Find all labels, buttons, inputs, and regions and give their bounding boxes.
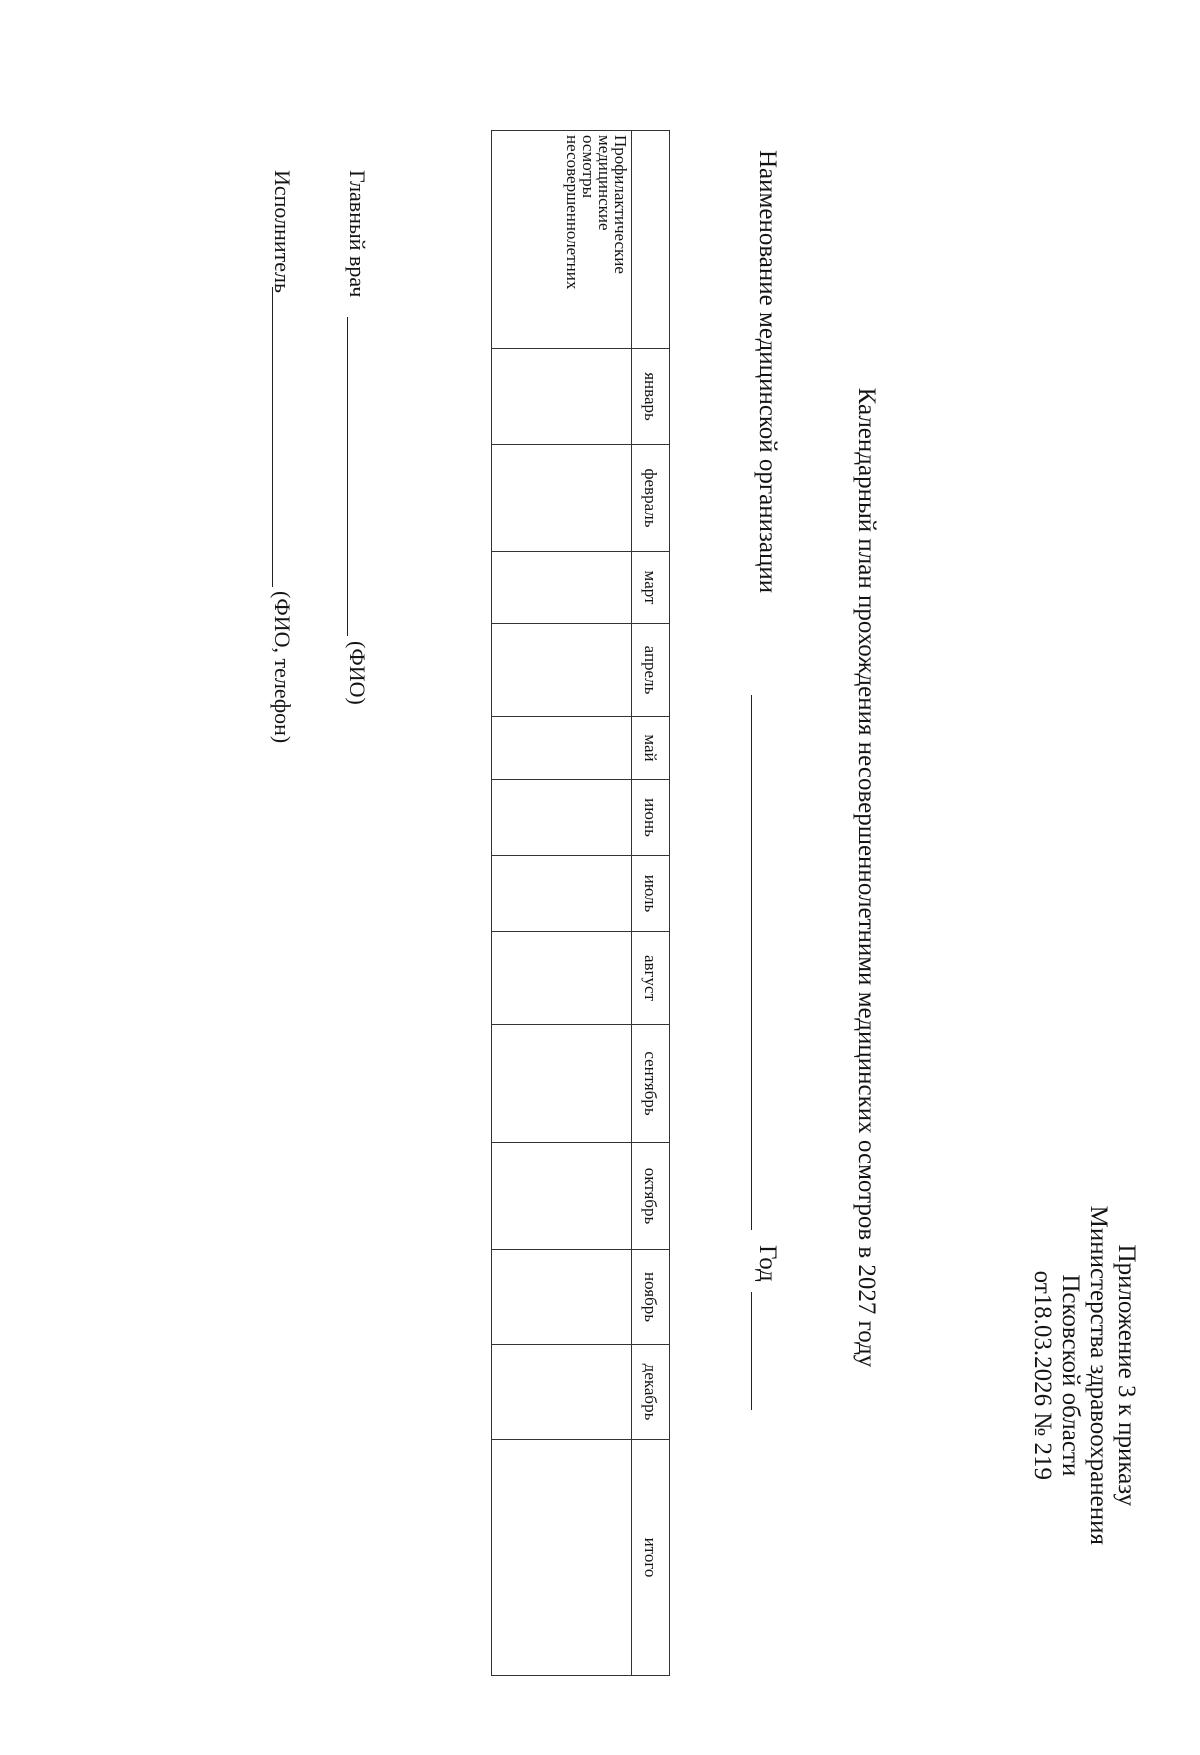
row-label-line: несовершеннолетних bbox=[563, 135, 582, 290]
month-header: ноябрь bbox=[632, 1250, 670, 1345]
executor-label: Исполнитель bbox=[270, 170, 295, 294]
row-label-line: осмотры bbox=[579, 135, 598, 199]
month-value-cell[interactable] bbox=[492, 349, 632, 445]
month-header: декабрь bbox=[632, 1345, 670, 1440]
month-value-cell[interactable] bbox=[492, 624, 632, 717]
month-value-cell[interactable] bbox=[492, 1143, 632, 1250]
approval-line: Псковской области bbox=[1057, 1274, 1084, 1477]
table-row bbox=[492, 131, 632, 1676]
approval-line: от18.03.2026 № 219 bbox=[1029, 1270, 1056, 1481]
organization-name-field[interactable] bbox=[751, 695, 752, 1230]
table-corner-cell bbox=[632, 131, 670, 349]
row-label-line: медицинские bbox=[595, 135, 614, 231]
month-header: август bbox=[632, 932, 670, 1025]
total-header: итого bbox=[632, 1440, 670, 1676]
month-value-cell[interactable] bbox=[492, 856, 632, 932]
month-header: апрель bbox=[632, 624, 670, 717]
month-value-cell[interactable] bbox=[492, 445, 632, 552]
month-value-cell[interactable] bbox=[492, 1345, 632, 1440]
organization-label: Наименование медицинской организации bbox=[754, 150, 781, 594]
year-field[interactable] bbox=[751, 1292, 752, 1410]
chief-doctor-signature-field[interactable] bbox=[347, 317, 348, 636]
executor-hint: (ФИО, телефон) bbox=[270, 591, 295, 744]
document-title: Календарный план прохождения несовершеннолетними медицинских осмотров в 2027 году bbox=[853, 387, 880, 1368]
month-value-cell[interactable] bbox=[492, 780, 632, 856]
month-header: январь bbox=[632, 349, 670, 445]
row-label-cell bbox=[492, 131, 632, 349]
chief-doctor-label: Главный врач bbox=[345, 170, 370, 298]
month-header: февраль bbox=[632, 445, 670, 552]
approval-line: Приложение 3 к приказу bbox=[1113, 1244, 1140, 1507]
table-header-row bbox=[632, 131, 670, 1676]
month-header: октябрь bbox=[632, 1143, 670, 1250]
row-label-line: Профилактические bbox=[611, 135, 630, 274]
month-header: март bbox=[632, 552, 670, 624]
month-value-cell[interactable] bbox=[492, 932, 632, 1025]
total-value-cell[interactable] bbox=[492, 1440, 632, 1676]
month-value-cell[interactable] bbox=[492, 1250, 632, 1345]
executor-signature-field[interactable] bbox=[272, 287, 273, 587]
calendar-plan-table bbox=[491, 130, 670, 1676]
chief-doctor-hint: (ФИО) bbox=[345, 641, 370, 705]
approval-line: Министерства здравоохранения bbox=[1085, 1205, 1112, 1545]
month-value-cell[interactable] bbox=[492, 552, 632, 624]
month-value-cell[interactable] bbox=[492, 717, 632, 780]
year-label: Год bbox=[754, 1245, 781, 1282]
month-value-cell[interactable] bbox=[492, 1025, 632, 1143]
approval-stamp-block bbox=[1028, 1206, 1140, 1545]
month-header: июль bbox=[632, 856, 670, 932]
month-header: сентябрь bbox=[632, 1025, 670, 1143]
month-header: июнь bbox=[632, 780, 670, 856]
month-header: май bbox=[632, 717, 670, 780]
